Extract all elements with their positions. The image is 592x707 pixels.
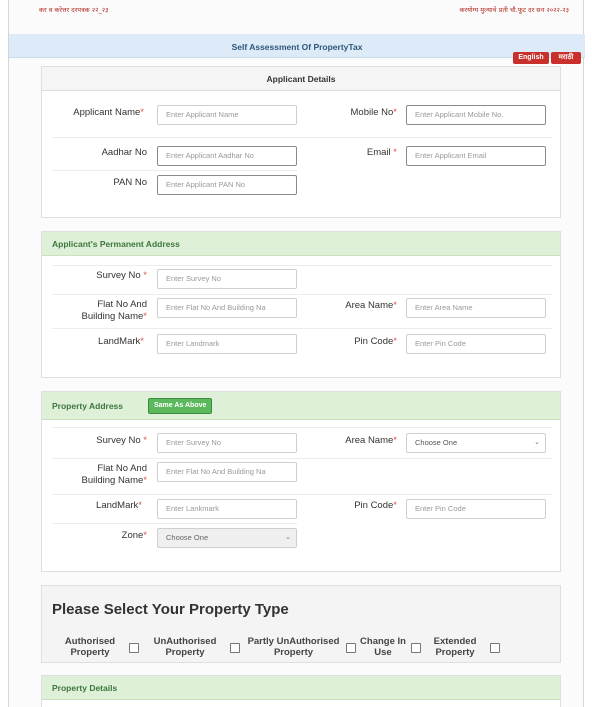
property-type-panel — [41, 585, 561, 663]
property-address-heading: Property Address — [42, 392, 560, 420]
property-details-heading: Property Details — [42, 676, 560, 700]
aadhar-input[interactable]: Enter Applicant Aadhar No — [157, 146, 297, 166]
divider — [52, 427, 552, 428]
applicant-name-label: Applicant Name* — [73, 107, 144, 118]
change-in-use-label: Change In Use — [360, 636, 406, 658]
chevron-down-icon: ⌄ — [285, 534, 291, 541]
chevron-down-icon: ⌄ — [534, 439, 540, 446]
landmark-label: LandMark* — [98, 336, 144, 347]
divider — [52, 170, 297, 171]
property-details-panel — [41, 675, 561, 707]
survey-no-input[interactable]: Enter Survey No — [157, 269, 297, 289]
page-frame — [8, 0, 584, 707]
applicant-name-input[interactable]: Enter Applicant Name — [157, 105, 297, 125]
flat-building-label: Flat No And Building Name* — [81, 299, 147, 322]
partly-unauthorised-property-label: Partly UnAuthorised Property — [247, 636, 340, 658]
mobile-input[interactable]: Enter Applicant Mobile No. — [406, 105, 546, 125]
page-title: Self Assessment Of PropertyTax — [231, 42, 363, 52]
pin-code-input[interactable]: Enter Pin Code — [406, 334, 546, 354]
landmark-input[interactable]: Enter Landmark — [157, 334, 297, 354]
property-survey-no-input[interactable]: Enter Survey No — [157, 433, 297, 453]
property-area-name-label: Area Name* — [345, 435, 397, 446]
permanent-address-panel — [41, 231, 561, 378]
divider — [52, 294, 552, 295]
extended-property-checkbox[interactable] — [490, 643, 500, 653]
change-in-use-checkbox[interactable] — [411, 643, 421, 653]
property-area-name-select[interactable]: Choose One ⌄ — [406, 433, 546, 453]
aadhar-label: Aadhar No — [101, 147, 147, 158]
property-address-panel — [41, 391, 561, 572]
property-pin-code-label: Pin Code* — [354, 500, 397, 511]
property-landmark-input[interactable]: Enter Lankmark — [157, 499, 297, 519]
pan-input[interactable]: Enter Applicant PAN No — [157, 175, 297, 195]
english-language-button[interactable]: English — [513, 52, 549, 64]
unauthorised-property-checkbox[interactable] — [230, 643, 240, 653]
zone-label: Zone* — [121, 530, 147, 541]
rate-per-sqft-link[interactable]: करयोग्य मुल्याचे प्रती चौ.फूट दर सन २०२२-२३ — [459, 6, 569, 14]
marathi-language-button[interactable]: मराठी — [551, 52, 581, 64]
rate-schedule-link[interactable]: कर व करेत्तर दरपत्रक २२_२३ — [39, 6, 109, 14]
divider — [52, 494, 552, 495]
flat-building-input[interactable]: Enter Flat No And Building Na — [157, 298, 297, 318]
permanent-address-heading: Applicant's Permanent Address — [42, 232, 560, 256]
email-input[interactable]: Enter Applicant Email — [406, 146, 546, 166]
property-survey-no-label: Survey No * — [96, 435, 147, 446]
same-as-above-button[interactable]: Same As Above — [148, 398, 212, 414]
property-pin-code-input[interactable]: Enter Pin Code — [406, 499, 546, 519]
divider — [52, 137, 552, 138]
authorised-property-label: Authorised Property — [64, 636, 116, 658]
unauthorised-property-label: UnAuthorised Property — [153, 636, 217, 658]
survey-no-label: Survey No * — [96, 270, 147, 281]
email-label: Email * — [366, 147, 397, 158]
divider — [52, 523, 297, 524]
property-flat-building-label: Flat No And Building Name* — [81, 463, 147, 486]
divider — [52, 458, 552, 459]
zone-select[interactable]: Choose One ⌄ — [157, 528, 297, 548]
authorised-property-checkbox[interactable] — [129, 643, 139, 653]
applicant-details-heading: Applicant Details — [42, 67, 560, 91]
property-type-heading: Please Select Your Property Type — [52, 601, 289, 618]
extended-property-label: Extended Property — [433, 636, 477, 658]
divider — [52, 328, 552, 329]
area-name-label: Area Name* — [345, 300, 397, 311]
applicant-details-panel — [41, 66, 561, 218]
pan-label: PAN No — [113, 177, 147, 188]
property-landmark-label: LandMark* — [96, 500, 142, 511]
divider — [52, 265, 552, 266]
pin-code-label: Pin Code* — [354, 336, 397, 347]
area-name-input[interactable]: Enter Area Name — [406, 298, 546, 318]
mobile-label: Mobile No* — [350, 107, 397, 118]
title-bar — [9, 34, 585, 58]
property-flat-building-input[interactable]: Enter Flat No And Building Na — [157, 462, 297, 482]
